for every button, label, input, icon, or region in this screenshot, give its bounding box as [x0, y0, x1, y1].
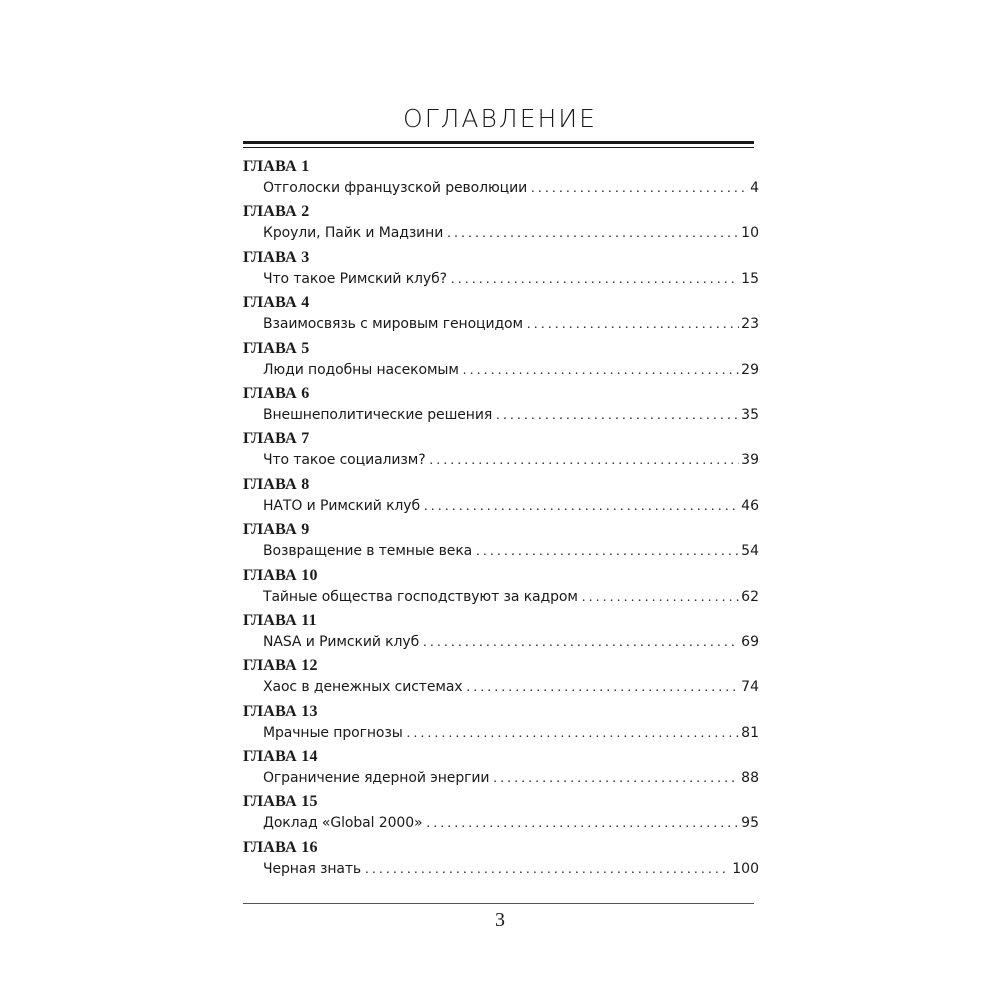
dot-leader — [493, 768, 739, 789]
chapter-label: ГЛАВА 16 — [243, 838, 318, 856]
chapter-page-number: 100 — [732, 860, 759, 877]
chapter-line — [243, 587, 759, 608]
chapter-line — [243, 405, 759, 426]
dot-leader — [531, 178, 748, 199]
chapter-line — [243, 768, 759, 789]
chapter-page-number: 88 — [741, 770, 759, 787]
chapter-label: ГЛАВА 12 — [243, 657, 318, 675]
chapter-label: ГЛАВА 8 — [243, 475, 310, 493]
chapter-page-number: 81 — [741, 724, 759, 741]
chapter-label: ГЛАВА 14 — [243, 748, 318, 766]
chapter-line — [243, 813, 759, 834]
toc-entry — [243, 428, 759, 473]
chapter-page-number: 15 — [741, 270, 759, 287]
toc-entry — [243, 474, 759, 519]
toc-entry — [243, 519, 759, 564]
chapter-line — [243, 632, 759, 653]
chapter-page-number: 46 — [741, 497, 759, 514]
dot-leader — [407, 723, 740, 744]
chapter-title: Черная знать — [263, 860, 362, 877]
toc-entry — [243, 837, 759, 882]
chapter-label: ГЛАВА 2 — [243, 203, 310, 221]
chapter-title: Хаос в денежных системах — [263, 679, 463, 696]
chapter-title: NASA и Римский клуб — [263, 633, 420, 650]
dot-leader — [447, 223, 739, 244]
toc-entry — [243, 610, 759, 655]
chapter-line — [243, 269, 759, 290]
toc-entry — [243, 201, 759, 246]
chapter-title: Доклад «Global 2000» — [263, 815, 423, 832]
toc-entry — [243, 565, 759, 610]
dot-leader — [582, 587, 739, 608]
chapter-line — [243, 859, 759, 880]
chapter-line — [243, 360, 759, 381]
chapter-line — [243, 314, 759, 335]
title-rule-thin — [243, 147, 754, 148]
chapter-line — [243, 677, 759, 698]
chapter-page-number: 62 — [741, 588, 759, 605]
toc-entry — [243, 701, 759, 746]
toc-entry — [243, 156, 759, 201]
chapter-line — [243, 178, 759, 199]
chapter-title: НАТО и Римский клуб — [263, 497, 421, 514]
chapter-line — [243, 541, 759, 562]
chapter-page-number: 4 — [750, 180, 759, 196]
dot-leader — [424, 496, 739, 517]
chapter-label: ГЛАВА 10 — [243, 566, 318, 584]
chapter-title: Мрачные прогнозы — [263, 724, 403, 741]
chapter-page-number: 35 — [741, 406, 759, 423]
chapter-title: Ограничение ядерной энергии — [263, 770, 490, 787]
chapter-title: Возвращение в темные века — [263, 543, 473, 560]
chapter-line — [243, 496, 759, 517]
chapter-page-number: 54 — [741, 543, 759, 560]
dot-leader — [365, 859, 730, 880]
toc-entry — [243, 247, 759, 292]
toc-entry — [243, 746, 759, 791]
chapter-label: ГЛАВА 6 — [243, 384, 310, 402]
dot-leader — [496, 405, 739, 426]
chapter-title: Что такое социализм? — [263, 452, 426, 469]
chapter-label: ГЛАВА 13 — [243, 702, 318, 720]
chapter-line — [243, 223, 759, 244]
chapter-page-number: 74 — [741, 679, 759, 696]
toc-entry — [243, 292, 759, 337]
toc-list — [243, 156, 759, 882]
footer-rule — [243, 903, 754, 904]
dot-leader — [430, 450, 740, 471]
chapter-label: ГЛАВА 15 — [243, 793, 318, 811]
chapter-page-number: 23 — [741, 316, 759, 333]
toc-entry — [243, 383, 759, 428]
chapter-line — [243, 450, 759, 471]
chapter-page-number: 69 — [741, 633, 759, 650]
chapter-title: Люди подобны насекомым — [263, 361, 459, 378]
chapter-label: ГЛАВА 4 — [243, 294, 310, 312]
chapter-label: ГЛАВА 9 — [243, 521, 310, 539]
dot-leader — [423, 632, 739, 653]
page-number: 3 — [495, 909, 505, 931]
chapter-page-number: 95 — [741, 815, 759, 832]
chapter-title: Отголоски французской революции — [263, 180, 528, 196]
dot-leader — [476, 541, 739, 562]
chapter-label: ГЛАВА 3 — [243, 248, 310, 266]
dot-leader — [463, 360, 739, 381]
chapter-label: ГЛАВА 7 — [243, 430, 310, 448]
toc-title: ОГЛАВЛЕНИЕ — [403, 104, 597, 133]
chapter-title: Тайные общества господствуют за кадром — [263, 588, 578, 605]
chapter-label: ГЛАВА 1 — [243, 158, 310, 175]
dot-leader — [527, 314, 739, 335]
dot-leader — [427, 813, 740, 834]
chapter-title: Внешнеполитические решения — [263, 406, 493, 423]
toc-entry — [243, 655, 759, 700]
chapter-title: Взаимосвязь с мировым геноцидом — [263, 316, 523, 333]
dot-leader — [467, 677, 740, 698]
chapter-page-number: 10 — [741, 225, 759, 242]
toc-entry — [243, 338, 759, 383]
chapter-title: Что такое Римский клуб? — [263, 270, 447, 287]
chapter-label: ГЛАВА 11 — [243, 611, 317, 629]
chapter-line — [243, 723, 759, 744]
chapter-label: ГЛАВА 5 — [243, 339, 310, 357]
toc-entry — [243, 791, 759, 836]
title-rule-thick — [243, 141, 754, 144]
dot-leader — [451, 269, 739, 290]
chapter-page-number: 29 — [741, 361, 759, 378]
chapter-page-number: 39 — [741, 452, 759, 469]
chapter-title: Кроули, Пайк и Мадзини — [263, 225, 444, 242]
